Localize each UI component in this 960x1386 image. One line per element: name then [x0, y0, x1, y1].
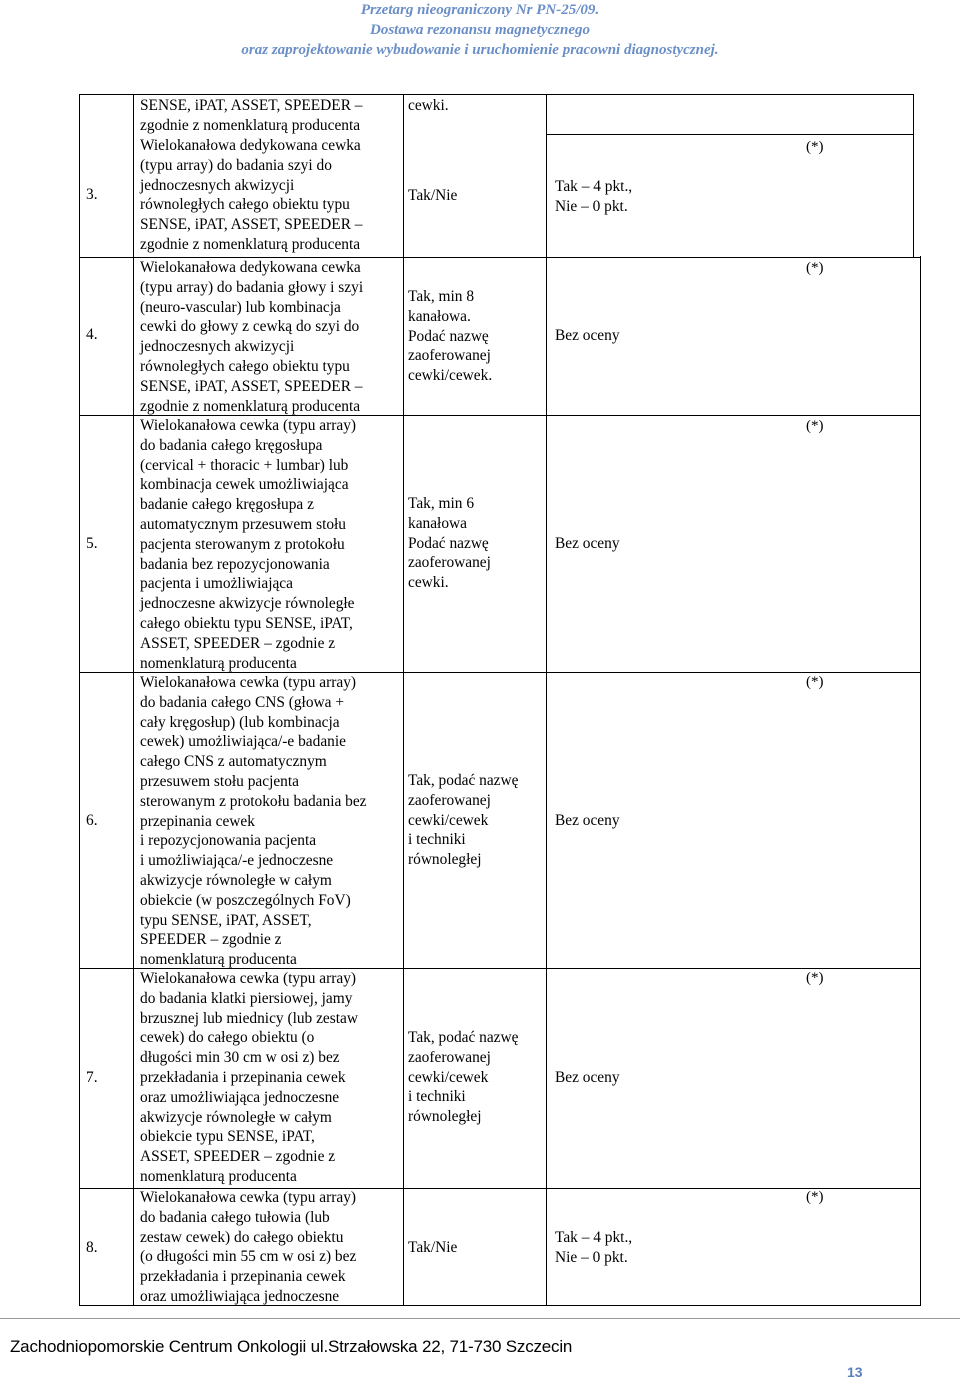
row-6-number: 6. [86, 812, 98, 829]
row-8-note: (*) [806, 1189, 824, 1205]
row-4-score: Bez oceny [555, 327, 620, 344]
row-8-description: Wielokanałowa cewka (typu array) do badania całego tułowia (lub zestaw cewek) do całego obiektu (o długości min 55 cm w osi z) bez przekładania i przepinania cewek oraz umożliwiająca jednoczesne [140, 1189, 357, 1305]
header-subject: Dostawa rezonansu magnetycznego [369, 22, 591, 38]
row-3-note: (*) [806, 139, 824, 155]
row-4-description: Wielokanałowa dedykowana cewka (typu array) do badania głowy i szyi (neuro-vascular) lub kombinacja cewki do głowy z cewką do szyi do jednoczesnych akwizycji równoległych całego obiektu typu SENSE, iPAT, ASSET, SPEEDER – zgodnie z nomenklaturą producenta [140, 259, 364, 415]
header-tender-number: Przetarg nieograniczony Nr PN-25/09. [360, 2, 600, 18]
row-7-score: Bez oceny [555, 1069, 620, 1086]
row-3-score: Tak – 4 pkt., Nie – 0 pkt. [555, 178, 633, 215]
row-5-requirement: Tak, min 6 kanałowa Podać nazwę zaoferowanej cewki. [408, 495, 491, 592]
row-3-number: 3. [86, 186, 98, 203]
row-5-description: Wielokanałowa cewka (typu array) do badania całego kręgosłupa (cervical + thoracic + lumbar) lub kombinacja cewek umożliwiająca badanie całego kręgosłupa z automatycznym przesuwem stołu pacjenta sterowanym z protokołu badania bez repozycjonowania pacjenta i umożliwiająca jednoczesne akwizycje równoległe całego obiektu typu SENSE, iPAT, ASSET, SPEEDER – zgodnie z nomenklaturą producenta [140, 417, 357, 672]
row-7-number: 7. [86, 1069, 98, 1086]
row-6-requirement: Tak, podać nazwę zaoferowanej cewki/cewek i techniki równoległej [408, 772, 519, 869]
row-7-requirement: Tak, podać nazwę zaoferowanej cewki/cewek i techniki równoległej [408, 1029, 519, 1126]
page-number: 13 [847, 1364, 863, 1380]
row-3-requirement-continued: cewki. [408, 97, 449, 114]
footer-divider [0, 1318, 960, 1319]
row-5-note: (*) [806, 418, 824, 434]
row-8-requirement: Tak/Nie [408, 1239, 458, 1256]
row-3-description: Wielokanałowa dedykowana cewka (typu array) do badania szyi do jednoczesnych akwizycji równoległych całego obiektu typu SENSE, iPAT, ASSET, SPEEDER – zgodnie z nomenklaturą producenta [140, 137, 363, 253]
row-6-note: (*) [806, 674, 824, 690]
row-7-note: (*) [806, 970, 824, 986]
row-5-score: Bez oceny [555, 535, 620, 552]
row-4-number: 4. [86, 326, 98, 343]
row-8-number: 8. [86, 1239, 98, 1256]
row-6-score: Bez oceny [555, 812, 620, 829]
row-3-requirement: Tak/Nie [408, 187, 458, 204]
row-3-description-continued: SENSE, iPAT, ASSET, SPEEDER – zgodnie z nomenklaturą producenta [140, 97, 363, 134]
row-6-description: Wielokanałowa cewka (typu array) do badania całego CNS (głowa + cały kręgosłup) (lub kombinacja cewek) umożliwiająca/-e badanie całego CNS z automatycznym przesuwem stołu pacjenta sterowanym z protokołu badania bez przepinania cewek i repozycjonowania pacjenta i umożliwiająca/-e jednoczesne akwizycje równoległe w całym obiekcie (w poszczególnych FoV) typu SENSE, iPAT, ASSET, SPEEDER – zgodnie z nomenklaturą producenta [140, 674, 367, 969]
row-4-note: (*) [806, 260, 824, 276]
row-5-number: 5. [86, 535, 98, 552]
header-scope: oraz zaprojektowanie wybudowanie i uruchomienie pracowni diagnostycznej. [241, 42, 719, 58]
footer-address: Zachodniopomorskie Centrum Onkologii ul.Strzałowska 22, 71-730 Szczecin [10, 1337, 573, 1356]
row-8-score: Tak – 4 pkt., Nie – 0 pkt. [555, 1229, 633, 1266]
row-7-description: Wielokanałowa cewka (typu array) do badania klatki piersiowej, jamy brzusznej lub miednicy (lub zestaw cewek) do całego obiektu (o długości min 30 cm w osi z) bez przekładania i przepinania cewek oraz umożliwiająca jednoczesne akwizycje równoległe w całym obiekcie typu SENSE, iPAT, ASSET, SPEEDER – zgodnie z nomenklaturą producenta [140, 970, 358, 1185]
row-4-requirement: Tak, min 8 kanałowa. Podać nazwę zaoferowanej cewki/cewek. [408, 288, 493, 385]
